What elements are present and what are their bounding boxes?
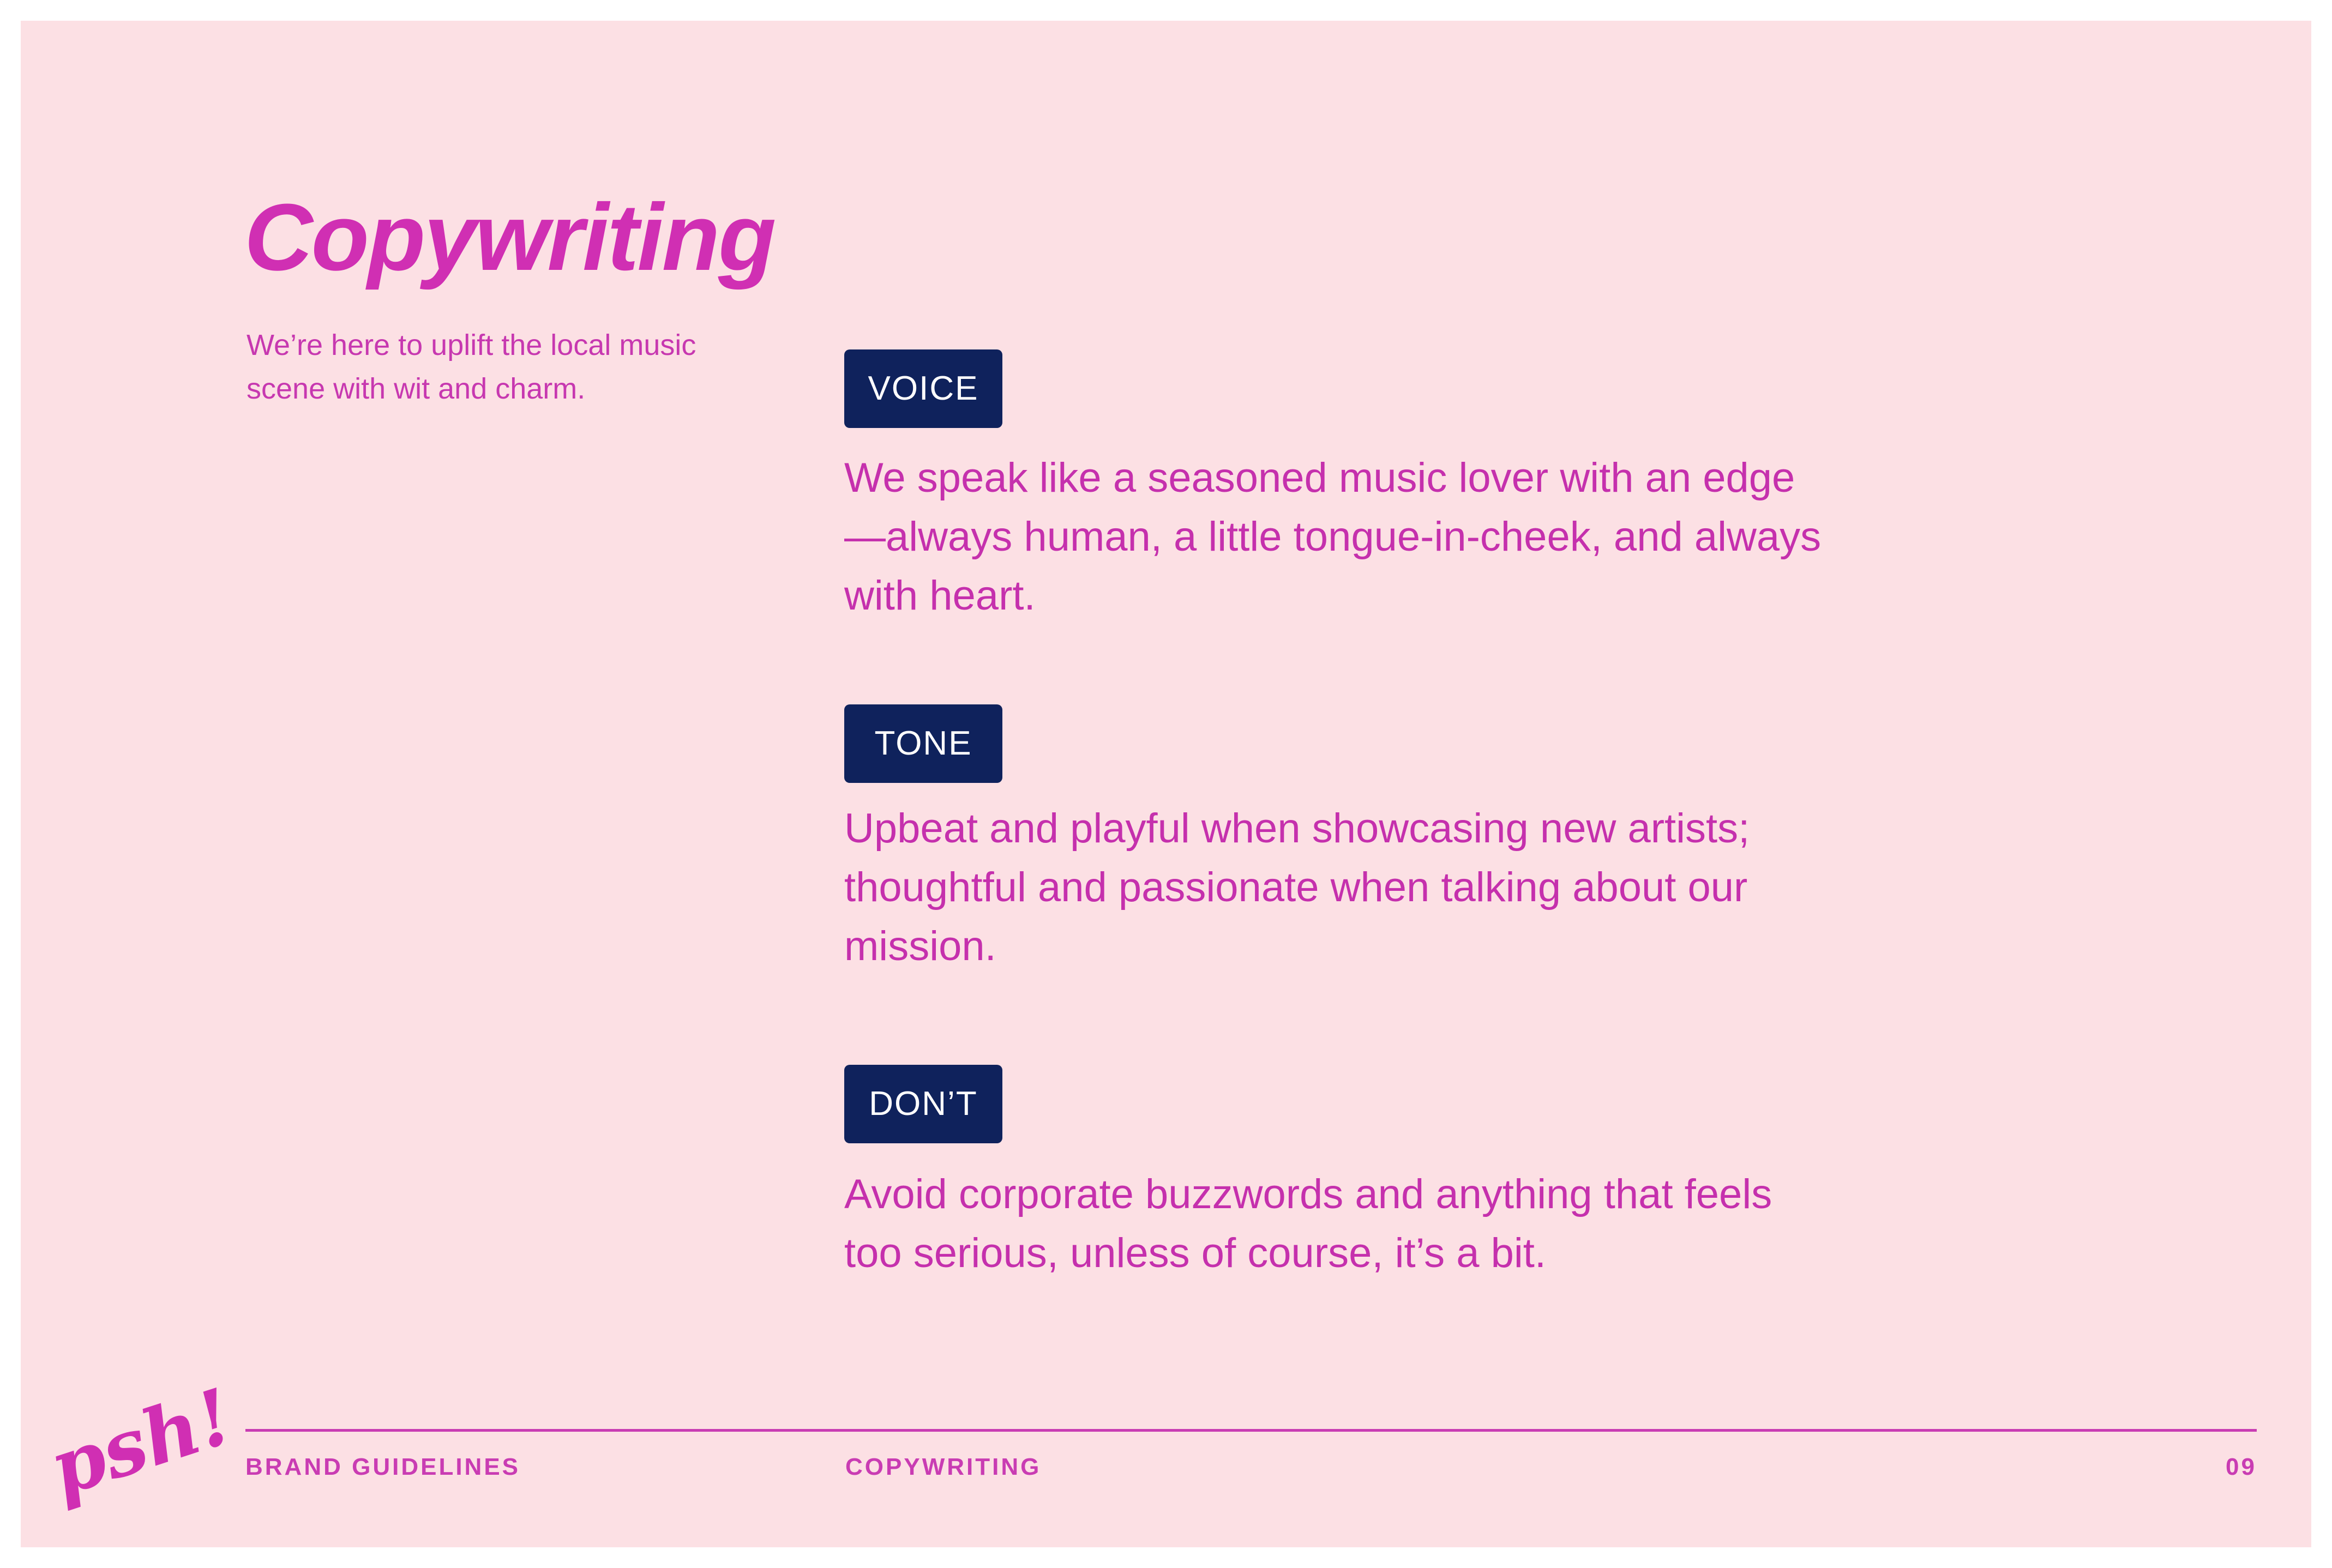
voice-text: We speak like a seasoned music lover with an edge—always human, a little tongue-in-cheek, and always with heart. (844, 455, 1822, 619)
dont-badge: DON’T (844, 1065, 1002, 1143)
page-title: Copywriting (244, 184, 775, 290)
tone-badge: TONE (844, 704, 1002, 783)
footer-section-name: COPYWRITING (845, 1454, 1042, 1480)
footer-divider (245, 1429, 2257, 1432)
guideline-page (21, 21, 2311, 1547)
tone-section (844, 704, 1826, 976)
dont-section (844, 1065, 1826, 1283)
footer-brand-guidelines: BRAND GUIDELINES (245, 1454, 521, 1480)
logo-wordmark: psh! (39, 1371, 244, 1514)
voice-section (844, 349, 1826, 625)
intro-text: We’re here to uplift the local music scene with wit and charm. (247, 329, 696, 405)
tone-text: Upbeat and playful when showcasing new artists; thoughtful and passionate when talking about our mission. (844, 805, 1750, 969)
dont-text: Avoid corporate buzzwords and anything that feels too serious, unless of course, it’s a bit. (844, 1171, 1772, 1276)
voice-badge: VOICE (844, 349, 1002, 428)
footer-page-number: 09 (2226, 1454, 2257, 1480)
psh-logo (39, 1371, 244, 1514)
